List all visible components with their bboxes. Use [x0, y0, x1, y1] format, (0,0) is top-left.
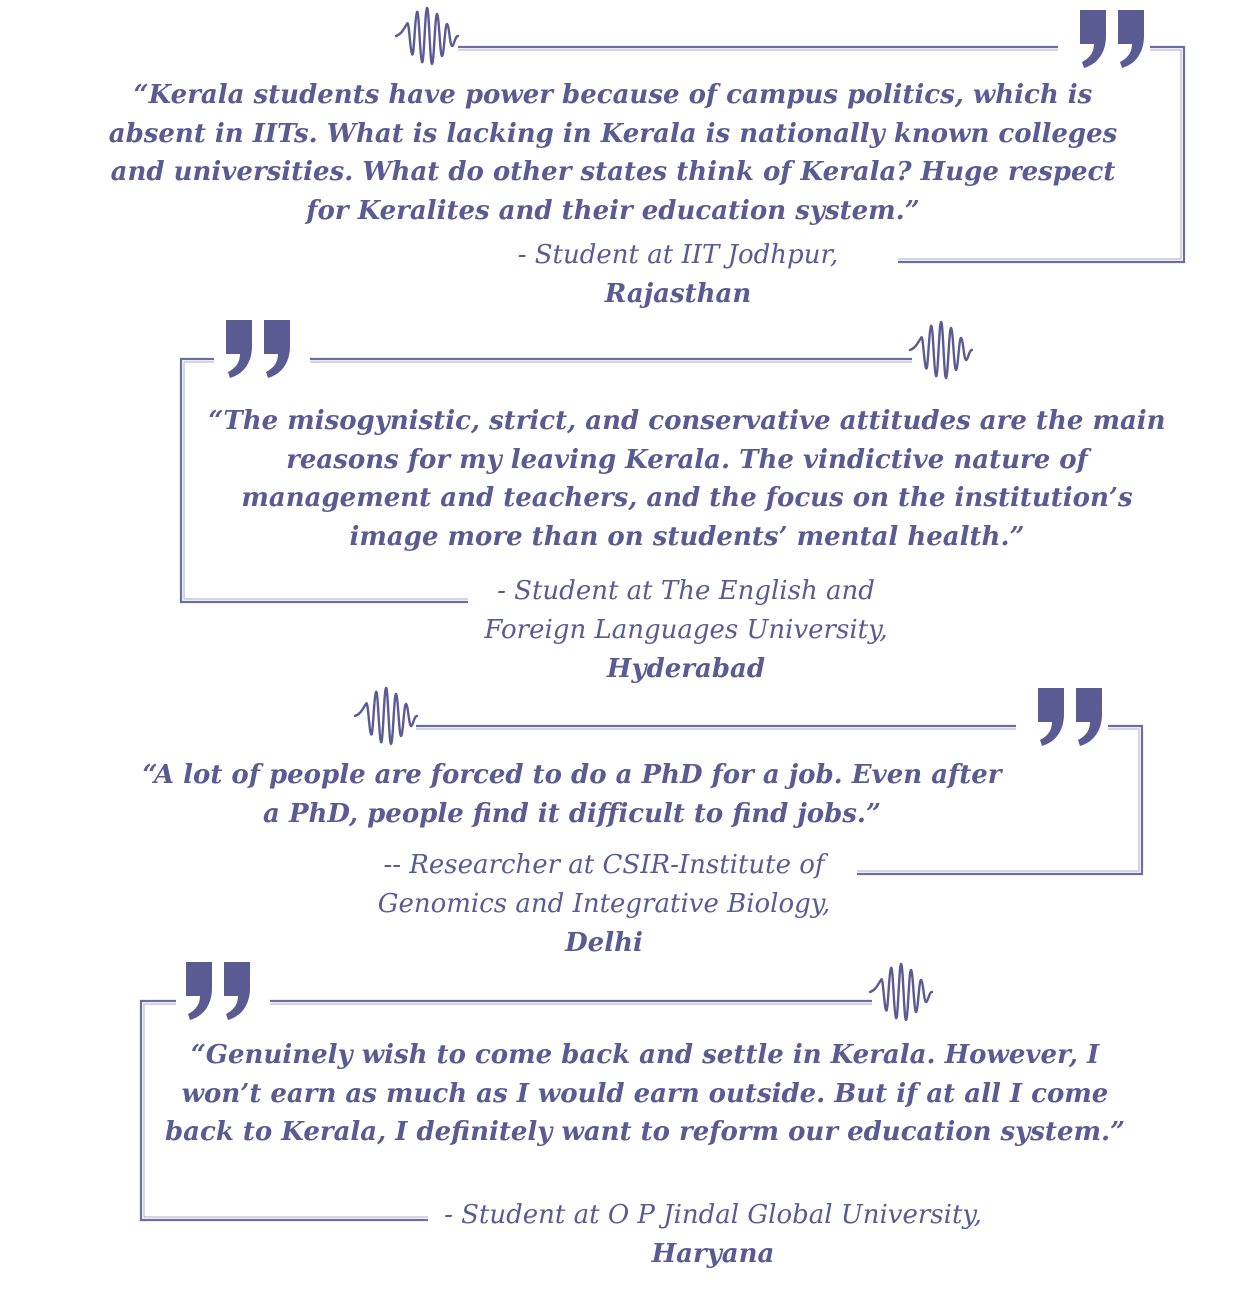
- quote-line: back to Kerala, I definitely want to reform our education system.”: [164, 1117, 1126, 1147]
- attribution-line: - Student at O P Jindal Global University,: [444, 1200, 982, 1230]
- attribution-3: [354, 846, 854, 963]
- quote-mark-icon: [1080, 10, 1144, 68]
- quote-line: “Kerala students have power because of campus politics, which is: [133, 80, 1093, 110]
- quote-line: “A lot of people are forced to do a PhD for a job. Even after: [142, 760, 1002, 790]
- quote-text-2: [186, 402, 1188, 556]
- quote-line: won’t earn as much as I would earn outside. But if at all I come: [181, 1078, 1109, 1109]
- attribution-location: Haryana: [651, 1239, 775, 1269]
- attribution-4: [416, 1196, 1010, 1274]
- quote-line: absent in IITs. What is lacking in Kerala is nationally known colleges: [108, 118, 1118, 149]
- attribution-2: [466, 572, 906, 689]
- attribution-location: Hyderabad: [606, 654, 766, 684]
- quote-mark-icon: [186, 962, 250, 1020]
- quote-line: for Keralites and their education system.”: [306, 195, 920, 226]
- quote-line: image more than on students’ mental health.”: [349, 521, 1025, 552]
- sound-wave-icon: [396, 8, 458, 64]
- quote-line: management and teachers, and the focus on the institution’s: [241, 483, 1133, 513]
- quote-line: “Genuinely wish to come back and settle in Kerala. However, I: [190, 1040, 1100, 1070]
- quote-line: “The misogynistic, strict, and conservative attitudes are the main: [208, 406, 1166, 436]
- sound-wave-icon: [910, 322, 972, 378]
- attribution-line: - Student at The English and: [497, 576, 875, 606]
- attribution-location: Delhi: [565, 928, 643, 958]
- attribution-location: Rajasthan: [604, 279, 752, 309]
- attribution-line: Foreign Languages University,: [484, 615, 888, 645]
- quote-line: reasons for my leaving Kerala. The vindictive nature of: [286, 444, 1088, 475]
- quote-line: a PhD, people find it difficult to find jobs.”: [263, 798, 881, 829]
- quote-mark-icon: [226, 320, 290, 378]
- attribution-1: [478, 236, 878, 314]
- quote-line: and universities. What do other states think of Kerala? Huge respect: [110, 157, 1116, 187]
- sound-wave-icon: [355, 688, 417, 744]
- sound-wave-icon: [870, 964, 932, 1020]
- quote-text-1: [100, 76, 1126, 230]
- quote-text-4: [150, 1036, 1140, 1152]
- quote-mark-icon: [1038, 688, 1102, 746]
- attribution-line: -- Researcher at CSIR-Institute of: [383, 850, 825, 880]
- quote-text-3: [130, 756, 1014, 833]
- attribution-line: - Student at IIT Jodhpur,: [517, 240, 839, 270]
- attribution-line: Genomics and Integrative Biology,: [377, 889, 831, 919]
